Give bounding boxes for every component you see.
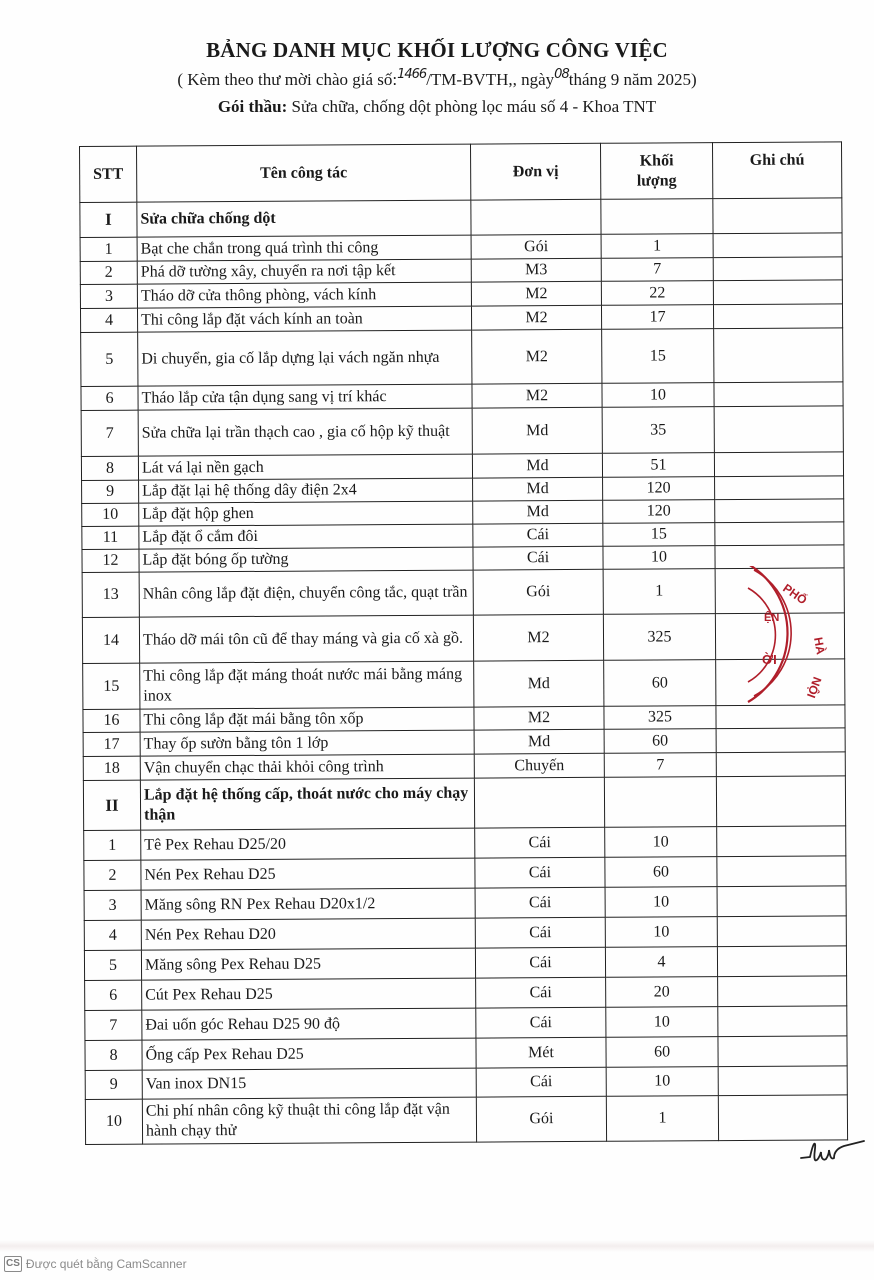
- cell-unit: Gói: [473, 569, 603, 615]
- cell-note: [716, 659, 845, 706]
- section-row: [83, 776, 845, 831]
- cell-note: [713, 257, 842, 281]
- cell-note: [715, 522, 844, 546]
- table-row: [85, 976, 847, 1011]
- cell-stt: 13: [82, 572, 139, 617]
- svg-text:ỜI: ỜI: [762, 652, 777, 667]
- table-row: [85, 1036, 847, 1071]
- cell-qty: 60: [604, 729, 716, 754]
- section-number: I: [80, 202, 137, 237]
- cell-name: Tháo lắp cửa tận dụng sang vị trí khác: [138, 384, 472, 410]
- cell-qty: 1: [603, 569, 715, 615]
- cell-unit: Cái: [476, 1007, 606, 1038]
- cell-qty: 15: [603, 523, 715, 547]
- cell-stt: 1: [84, 830, 141, 860]
- table-row: [83, 659, 845, 710]
- cell-unit: Cái: [475, 827, 605, 858]
- handwritten-letter-number: 1466: [397, 67, 427, 82]
- table-row: [84, 826, 846, 861]
- cell-qty: 10: [606, 1007, 718, 1038]
- cell-qty: 60: [606, 1037, 718, 1068]
- cell-note: [715, 545, 844, 569]
- cell-stt: 10: [85, 1099, 142, 1144]
- cell-note: [713, 280, 842, 305]
- cell-stt: 6: [85, 980, 142, 1010]
- cell-stt: 3: [84, 890, 141, 920]
- camscanner-logo-icon: CS: [4, 1256, 22, 1272]
- camscanner-text: Được quét bằng CamScanner: [25, 1257, 187, 1271]
- cell-qty: 60: [605, 857, 717, 888]
- cell-qty: 10: [605, 827, 717, 858]
- cell-stt: 7: [85, 1010, 142, 1040]
- cell-note: [713, 233, 842, 258]
- cell-unit: M2: [471, 281, 601, 306]
- cell-qty: 1: [606, 1096, 718, 1142]
- cell-name: Nhân công lắp đặt điện, chuyển công tắc, quạt trần: [139, 570, 473, 617]
- cell-note: [718, 976, 847, 1007]
- cell-name: Lát vá lại nền gạch: [138, 454, 472, 480]
- cell-stt: 16: [83, 709, 140, 732]
- cell-name: Măng sông RN Pex Rehau D20x1/2: [141, 888, 475, 920]
- cell-unit: Md: [472, 453, 602, 478]
- svg-text:HÀ: HÀ: [811, 636, 828, 656]
- cell-qty: 10: [605, 887, 717, 918]
- cell-name: Thi công lắp đặt máng thoát nước mái bằng máng inox: [140, 661, 474, 709]
- cell-unit: Cái: [475, 887, 605, 918]
- cell-note: [717, 946, 846, 977]
- cell-name: Thay ốp sườn bằng tôn 1 lớp: [140, 730, 474, 756]
- cell-note: [715, 568, 844, 614]
- cell-unit: M3: [471, 258, 601, 282]
- cell-name: Ống cấp Pex Rehau D25: [142, 1038, 476, 1070]
- cell-stt: 10: [82, 503, 139, 526]
- section-unit: [474, 777, 604, 828]
- subtitle-mid: /TM-BVTH,, ngày: [426, 70, 555, 89]
- cell-name: Nén Pex Rehau D25: [141, 858, 475, 890]
- cell-unit: Mét: [476, 1037, 606, 1068]
- cell-name: Sửa chữa lại trần thạch cao , gia cố hộp kỹ thuật: [138, 408, 472, 456]
- cell-qty: 60: [604, 660, 716, 707]
- cell-unit: Gói: [476, 1096, 606, 1142]
- cell-qty: 10: [603, 546, 715, 570]
- cell-name: Vận chuyển chạc thải khỏi công trình: [140, 754, 474, 780]
- cell-qty: 1: [601, 234, 713, 259]
- cell-name: Lắp đặt hộp ghen: [139, 501, 473, 526]
- cell-note: [716, 728, 845, 753]
- cell-stt: 6: [81, 386, 138, 410]
- section-number: II: [83, 780, 140, 830]
- header-name: Tên công tác: [137, 144, 471, 202]
- header-note: Ghi chú: [712, 142, 841, 199]
- cell-unit: Cái: [473, 523, 603, 547]
- cell-name: Lắp đặt bóng ốp tường: [139, 547, 473, 572]
- cell-name: Lắp đặt ổ cắm đôi: [139, 524, 473, 549]
- cell-qty: 10: [605, 917, 717, 948]
- section-title: Sửa chữa chống dột: [137, 200, 471, 237]
- document-title: BẢNG DANH MỤC KHỐI LƯỢNG CÔNG VIỆC: [206, 38, 668, 62]
- cell-name: Tháo dỡ cửa thông phòng, vách kính: [137, 282, 471, 308]
- section-qty: [604, 777, 716, 828]
- cell-unit: M2: [473, 614, 603, 661]
- package-label: Gói thầu:: [217, 97, 288, 116]
- cell-note: [717, 856, 846, 887]
- table-row: [85, 1095, 847, 1145]
- cell-qty: 120: [603, 477, 715, 501]
- cell-unit: Cái: [475, 947, 605, 978]
- cell-name: Van inox DN15: [142, 1068, 476, 1099]
- cell-unit: Md: [474, 660, 604, 707]
- cell-note: [716, 752, 845, 777]
- cell-unit: Gói: [471, 234, 601, 259]
- cell-qty: 20: [606, 977, 718, 1008]
- section-unit: [471, 199, 601, 235]
- cell-qty: 4: [605, 947, 717, 978]
- cell-qty: 325: [604, 706, 716, 730]
- table-row: [84, 856, 846, 891]
- cell-name: Bạt che chắn trong quá trình thi công: [137, 235, 471, 261]
- cell-stt: 4: [84, 920, 141, 950]
- cell-note: [713, 304, 842, 329]
- table-row: [81, 328, 843, 387]
- cell-note: [714, 452, 843, 477]
- table-row: [85, 1006, 847, 1041]
- cell-stt: 7: [81, 410, 138, 456]
- cell-note: [716, 705, 845, 729]
- cell-unit: Cái: [476, 977, 606, 1008]
- cell-unit: Cái: [473, 546, 603, 570]
- cell-qty: 10: [606, 1067, 718, 1097]
- cell-name: Thi công lắp đặt mái bằng tôn xốp: [140, 707, 474, 732]
- cell-qty: 15: [602, 329, 714, 384]
- cell-name: Tê Pex Rehau D25/20: [141, 828, 475, 860]
- table-body: [80, 198, 848, 1145]
- cell-unit: M2: [472, 329, 602, 384]
- cell-unit: Cái: [475, 917, 605, 948]
- cell-stt: 2: [84, 860, 141, 890]
- cell-note: [714, 382, 843, 407]
- cell-note: [714, 328, 843, 383]
- cell-note: [715, 613, 844, 660]
- cell-note: [715, 499, 844, 523]
- cell-qty: 325: [603, 614, 715, 661]
- cell-stt: 14: [82, 617, 139, 663]
- cell-stt: 9: [85, 1070, 142, 1099]
- cell-name: Cút Pex Rehau D25: [142, 978, 476, 1010]
- package-value: Sửa chữa, chống dột phòng lọc máu số 4 - Khoa TNT: [291, 97, 657, 116]
- table-row: [84, 946, 846, 981]
- cell-stt: 5: [84, 950, 141, 980]
- cell-stt: 12: [82, 549, 139, 572]
- svg-text:PHỐ: PHỐ: [780, 580, 810, 608]
- cell-note: [715, 476, 844, 500]
- cell-name: Tháo dỡ mái tôn cũ để thay máng và gia cố xà gồ.: [139, 615, 473, 663]
- svg-text:ỆN: ỆN: [764, 612, 780, 624]
- cell-note: [718, 1036, 847, 1067]
- cell-stt: 8: [81, 456, 138, 480]
- header-stt: STT: [80, 146, 137, 202]
- cell-stt: 9: [82, 480, 139, 503]
- cell-qty: 7: [601, 258, 713, 282]
- table-row: [81, 406, 843, 457]
- cell-name: Chi phí nhân công kỹ thuật thi công lắp đặt vận hành chạy thử: [142, 1097, 476, 1144]
- section-note: [716, 776, 845, 827]
- cell-unit: Md: [472, 407, 602, 454]
- cell-unit: Cái: [475, 857, 605, 888]
- camscanner-watermark: [4, 1256, 187, 1272]
- subtitle-prefix: ( Kèm theo thư mời chào giá số:: [177, 70, 398, 89]
- svg-text:NỘI: NỘI: [803, 674, 825, 700]
- table-header-row: [80, 142, 842, 203]
- handwritten-day: 08: [554, 67, 569, 82]
- cell-qty: 7: [604, 753, 716, 778]
- cell-stt: 2: [80, 261, 137, 284]
- cell-qty: 17: [601, 305, 713, 330]
- handwritten-initials: [798, 1138, 868, 1168]
- cell-note: [717, 826, 846, 857]
- cell-qty: 51: [602, 453, 714, 478]
- cell-note: [718, 1095, 847, 1141]
- cell-stt: 18: [83, 756, 140, 780]
- cell-name: Đai uốn góc Rehau D25 90 độ: [142, 1008, 476, 1040]
- header-qty: Khối lượng: [600, 143, 712, 200]
- cell-unit: Chuyến: [474, 753, 604, 778]
- cell-name: Phá dỡ tường xây, chuyển ra nơi tập kết: [137, 259, 471, 284]
- table-row: [84, 916, 846, 951]
- table-row: [85, 1066, 847, 1100]
- subtitle-suffix: tháng 9 năm 2025): [568, 70, 697, 89]
- header-unit: Đơn vị: [470, 143, 600, 200]
- cell-stt: 1: [80, 237, 137, 261]
- cell-qty: 22: [601, 281, 713, 306]
- cell-note: [718, 1066, 847, 1096]
- cell-unit: M2: [474, 706, 604, 730]
- cell-stt: 15: [83, 663, 140, 709]
- scan-shadow: [0, 1240, 874, 1252]
- cell-stt: 17: [83, 732, 140, 756]
- cell-unit: M2: [472, 383, 602, 408]
- document-subtitle: [0, 67, 874, 90]
- cell-stt: 8: [85, 1040, 142, 1070]
- cell-note: [717, 916, 846, 947]
- section-row: [80, 198, 842, 238]
- cell-unit: M2: [471, 305, 601, 330]
- cell-name: Thi công lắp đặt vách kính an toàn: [137, 306, 471, 332]
- cell-stt: 11: [82, 526, 139, 549]
- cell-stt: 4: [80, 308, 137, 332]
- section-title: Lắp đặt hệ thống cấp, thoát nước cho máy chạy thận: [140, 778, 474, 830]
- cell-name: Di chuyển, gia cố lắp dựng lại vách ngăn nhựa: [138, 330, 472, 386]
- cell-note: [718, 1006, 847, 1037]
- work-volume-table: [79, 141, 848, 1145]
- cell-stt: 3: [80, 284, 137, 308]
- table-row: [82, 613, 844, 664]
- cell-unit: Md: [473, 477, 603, 501]
- cell-unit: Md: [474, 729, 604, 754]
- cell-stt: 5: [81, 332, 138, 386]
- cell-unit: Cái: [476, 1067, 606, 1097]
- tender-package: [0, 97, 874, 117]
- table-row: [82, 568, 844, 618]
- cell-note: [717, 886, 846, 917]
- cell-unit: Md: [473, 500, 603, 524]
- cell-qty: 35: [602, 407, 714, 454]
- table-row: [84, 886, 846, 921]
- section-note: [713, 198, 842, 234]
- cell-qty: 120: [603, 500, 715, 524]
- cell-name: Nén Pex Rehau D20: [141, 918, 475, 950]
- cell-note: [714, 406, 843, 453]
- cell-name: Lắp đặt lại hệ thống dây điện 2x4: [139, 478, 473, 503]
- section-qty: [601, 199, 713, 235]
- cell-qty: 10: [602, 383, 714, 408]
- cell-name: Măng sông Pex Rehau D25: [141, 948, 475, 980]
